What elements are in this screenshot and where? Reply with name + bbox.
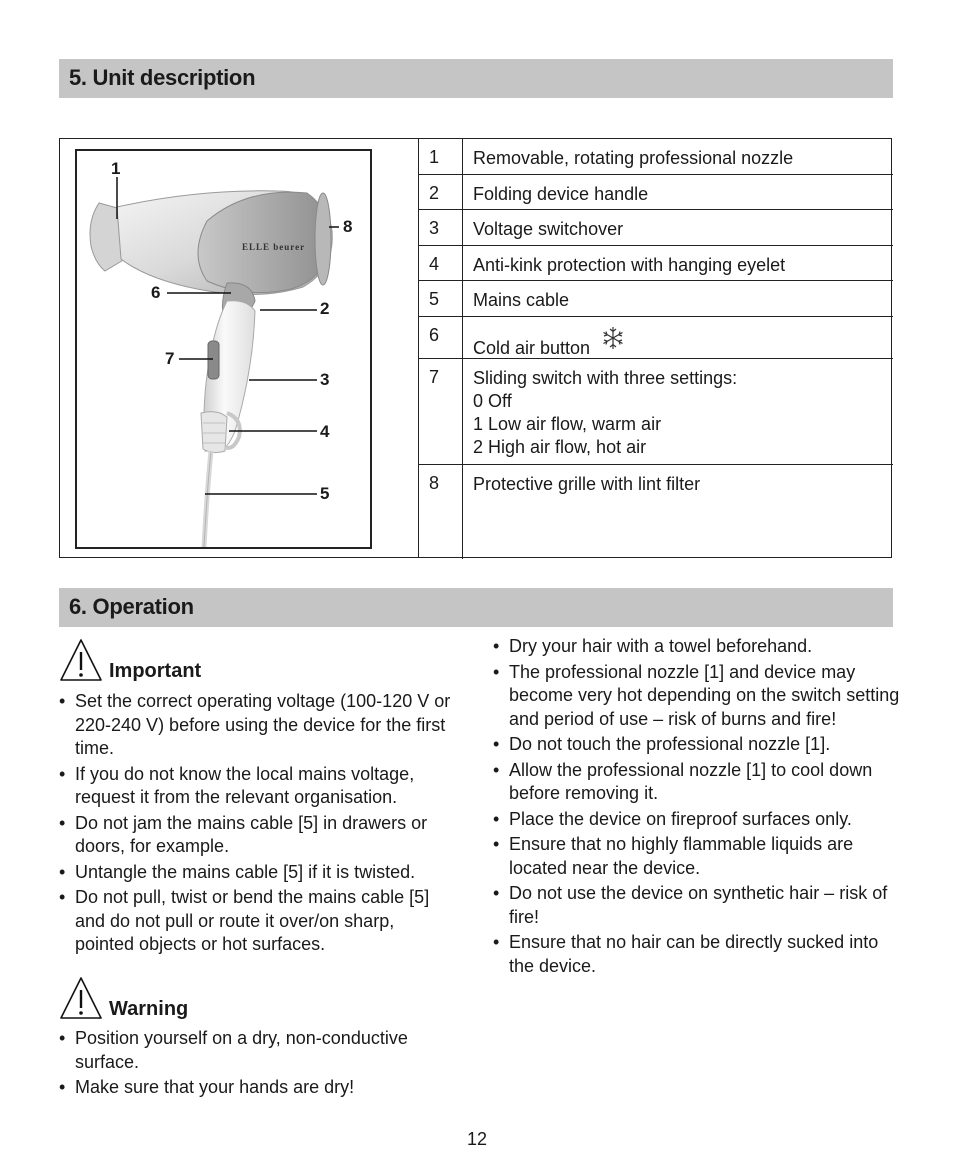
section-title: 6. Operation [69, 594, 194, 619]
part-number: 2 [419, 175, 463, 209]
table-row [419, 317, 893, 359]
part-number: 7 [419, 359, 463, 464]
warning-label: Warning [109, 998, 189, 1020]
table-row [419, 175, 893, 210]
table-row [419, 246, 893, 281]
list-item: • Dry your hair with a towel beforehand. [493, 635, 901, 659]
list-item: • Set the correct operating voltage (100-120 V or 220-240 V) before using the device for the first time. [59, 690, 451, 761]
list-item: • Do not touch the professional nozzle [1]. [493, 733, 901, 757]
callout-8: 8 [343, 217, 353, 236]
list-item: • Untangle the mains cable [5] if it is twisted. [59, 861, 451, 885]
part-description: Folding device handle [473, 184, 649, 204]
part-description: Cold air button [473, 330, 887, 360]
callout-2: 2 [320, 299, 330, 318]
warning-list [59, 1027, 451, 1102]
list-item: • If you do not know the local mains voltage, request it from the relevant organisation. [59, 763, 451, 810]
part-number: 6 [419, 317, 463, 358]
important-list [59, 690, 451, 959]
part-number: 4 [419, 246, 463, 280]
list-item: • Position yourself on a dry, non-conductive surface. [59, 1027, 451, 1074]
part-number: 1 [419, 139, 463, 174]
table-row [419, 465, 893, 559]
part-number: 3 [419, 210, 463, 245]
part-description: Protective grille with lint filter [473, 474, 701, 494]
unit-description-table [59, 138, 892, 558]
warning-triangle-icon [59, 638, 103, 682]
table-row [419, 139, 893, 175]
callout-7: 7 [165, 349, 175, 368]
section-title: 5. Unit description [69, 65, 256, 90]
important-heading [59, 638, 439, 684]
part-description: Removable, rotating professional nozzle [473, 148, 794, 168]
callout-5: 5 [320, 484, 330, 503]
part-description: Voltage switchover [473, 219, 624, 239]
part-description: Mains cable [473, 290, 570, 310]
list-item: • Allow the professional nozzle [1] to cool down before removing it. [493, 759, 901, 806]
callout-3: 3 [320, 370, 330, 389]
part-description: Anti-kink protection with hanging eyelet [473, 255, 786, 275]
list-item: • Do not use the device on synthetic hair – risk of fire! [493, 882, 901, 929]
snowflake-icon [601, 326, 625, 350]
brand-logo: ELLE beurer [242, 242, 306, 252]
list-item: • Ensure that no highly flammable liquids are located near the device. [493, 833, 901, 880]
callout-4: 4 [320, 422, 330, 441]
table-row [419, 210, 893, 246]
warning-triangle-icon [59, 976, 103, 1020]
part-number: 8 [419, 465, 463, 559]
part-description: Sliding switch with three settings: 0 Off 1 Low air flow, warm air 2 High air flow, hot air [473, 368, 738, 457]
callout-6: 6 [151, 283, 161, 302]
section-header-operation [59, 588, 893, 627]
important-label: Important [109, 660, 202, 682]
callout-1: 1 [111, 159, 121, 178]
device-illustration-cell [60, 139, 419, 557]
list-item: • The professional nozzle [1] and device may become very hot depending on the switch setting and period of use – risk of burns and fire! [493, 661, 901, 732]
page-number: 12 [466, 1129, 488, 1149]
operation-list-right [493, 635, 901, 980]
part-number: 5 [419, 281, 463, 316]
hair-dryer-illustration [75, 149, 372, 549]
list-item: • Place the device on fireproof surfaces only. [493, 808, 901, 832]
list-item: • Do not pull, twist or bend the mains cable [5] and do not pull or route it over/on sharp, pointed objects or hot surfaces. [59, 886, 451, 957]
section-header-unit-description [59, 59, 893, 98]
table-row [419, 281, 893, 317]
warning-heading [59, 976, 439, 1022]
list-item: • Ensure that no hair can be directly sucked into the device. [493, 931, 901, 978]
list-item: • Do not jam the mains cable [5] in drawers or doors, for example. [59, 812, 451, 859]
list-item: • Make sure that your hands are dry! [59, 1076, 451, 1100]
table-row [419, 359, 893, 465]
